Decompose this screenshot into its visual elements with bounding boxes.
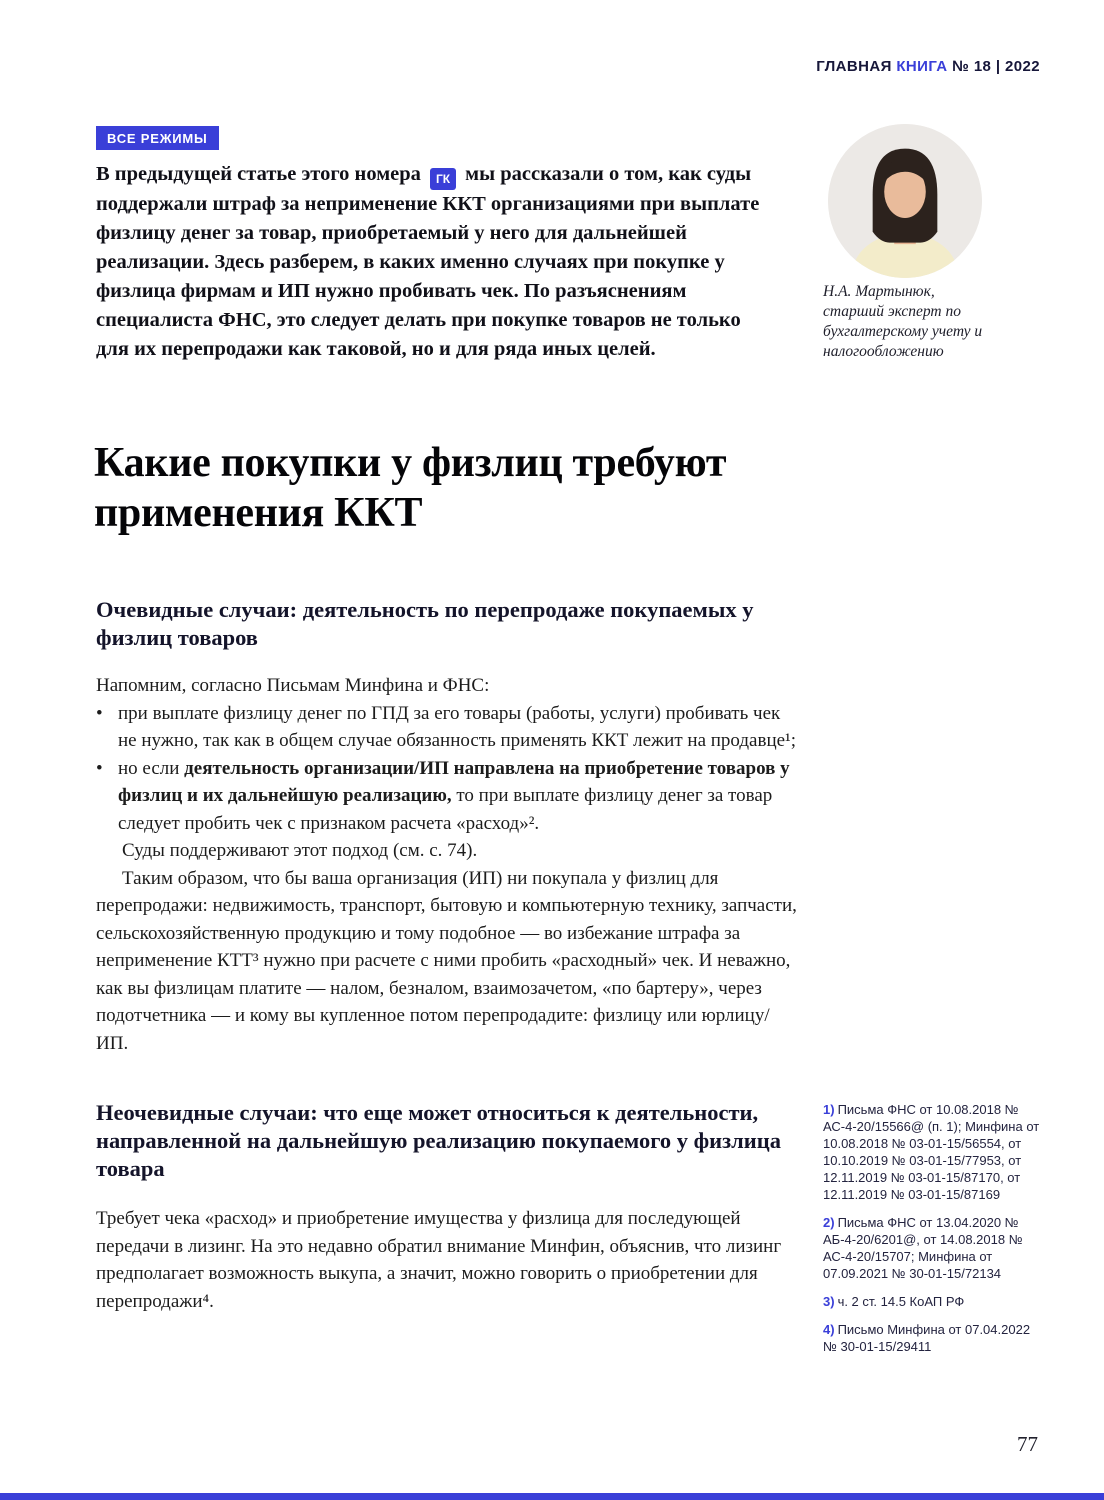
masthead-brand-dark: ГЛАВНАЯ bbox=[816, 58, 892, 75]
bullet-run: то при выплате физлицу денег за товар следует пробить чек с признаком расчета «расход»². bbox=[118, 785, 773, 834]
bullet-item bbox=[96, 700, 798, 755]
bullet-text bbox=[118, 755, 798, 838]
footnote-number: 3) bbox=[823, 1294, 835, 1309]
gk-magazine-icon: ГК bbox=[430, 168, 456, 190]
footnote-number: 1) bbox=[823, 1102, 835, 1117]
footnote bbox=[823, 1321, 1041, 1355]
author-name: Н.А. Мартынюк, bbox=[823, 283, 935, 300]
footnote-text: Письмо Минфина от 07.04.2022 № 30-01-15/29411 bbox=[823, 1322, 1031, 1354]
section1-heading: Очевидные случаи: деятельность по перепродаже покупаемых у физлиц товаров bbox=[96, 597, 754, 650]
footer-accent-bar bbox=[0, 1493, 1104, 1500]
article-title: Какие покупки у физлиц требуют применения ККТ bbox=[94, 440, 727, 536]
regime-badge: ВСЕ РЕЖИМЫ bbox=[96, 126, 219, 150]
section1-paragraph: Таким образом, что бы ваша организация (ИП) ни покупала у физлиц для перепродажи: недвижимость, транспорт, бытовую и компьютерную технику, запчасти, сельскохозяйственную продукцию и тому подобное — во избежание штрафа за неприменение КТТ³ нужно при расчете с ними пробить «расходный» чек. И неважно, как вы физлицам платите — налом, безналом, взаимозачетом, «по бартеру», через подотчетника — и кому вы купленное потом перепродадите: физлицу или юрлицу/ИП. bbox=[96, 867, 797, 1054]
author-caption bbox=[823, 282, 1033, 362]
footnote bbox=[823, 1293, 1041, 1310]
footnotes-column bbox=[823, 1101, 1041, 1366]
masthead-issue: № 18 | 2022 bbox=[952, 58, 1040, 75]
author-portrait-illustration bbox=[828, 124, 982, 278]
section1-lead: Напомним, согласно Письмам Минфина и ФНС: bbox=[96, 675, 490, 696]
section2-heading: Неочевидные случаи: что еще может относиться к деятельности, направленной на дальнейшую реализацию покупаемого у физлица товара bbox=[96, 1100, 781, 1181]
intro-paragraph bbox=[96, 160, 764, 364]
footnote-text: ч. 2 ст. 14.5 КоАП РФ bbox=[837, 1294, 965, 1309]
bullet-text bbox=[118, 700, 798, 755]
footnote-text: Письма ФНС от 10.08.2018 № АС-4-20/15566@ (п. 1); Минфина от 10.08.2018 № 03-01-15/56554, от 10.10.2019 № 03-01-15/77953, от 12.11.2019 № 03-01-15/87170, от 12.11.2019 № 03-01-15/87169 bbox=[823, 1102, 1040, 1202]
author-role: старший эксперт по бухгалтерскому учету и налогообложению bbox=[823, 303, 983, 360]
footnote bbox=[823, 1101, 1041, 1203]
intro-part1: В предыдущей статье этого номера bbox=[96, 163, 421, 185]
author-photo bbox=[828, 124, 982, 278]
intro-part2: мы рассказали о том, как суды поддержали штраф за неприменение ККТ организациями при выплате физлицу денег за товар, приобретаемый у него для дальнейшей реализации. Здесь разберем, в каких именно случаях при покупке у физлица фирмам и ИП нужно пробивать чек. По разъяснениям специалиста ФНС, это следует делать при покупке товаров не только для их перепродажи как таковой, но и для ряда иных целей. bbox=[96, 163, 760, 360]
article-body bbox=[96, 596, 798, 1315]
bullet-run: при выплате физлицу денег по ГПД за его товары (работы, услуги) пробивать чек не нужно, так как в общем случае обязанность применять ККТ лежит на продавце¹; bbox=[118, 702, 797, 751]
bullet-marker: • bbox=[96, 702, 103, 724]
section1-paragraph: Суды поддерживают этот подход (см. с. 74). bbox=[122, 840, 478, 861]
page-number: 77 bbox=[1017, 1432, 1038, 1456]
bullet-bold-run: деятельность организации/ИП направлена на приобретение товаров у физлиц и их дальнейшую реализацию, bbox=[118, 757, 790, 806]
footnote-number: 4) bbox=[823, 1322, 835, 1337]
masthead-brand-accent: КНИГА bbox=[896, 58, 948, 75]
footnote-number: 2) bbox=[823, 1215, 835, 1230]
bullet-item bbox=[96, 755, 798, 838]
footnote bbox=[823, 1214, 1041, 1282]
bullet-run: но если bbox=[118, 757, 185, 779]
masthead bbox=[816, 58, 1040, 75]
footnote-text: Письма ФНС от 13.04.2020 № АБ-4-20/6201@, от 14.08.2018 № АС-4-20/15707; Минфина от 07.09.2021 № 30-01-15/72134 bbox=[823, 1215, 1023, 1281]
section2-paragraph: Требует чека «расход» и приобретение имущества у физлица для последующей передачи в лизинг. На это недавно обратил внимание Минфин, объяснив, что лизинг предполагает возможность выкупа, а значит, можно говорить о приобретении для перепродажи⁴. bbox=[96, 1208, 782, 1312]
bullet-marker: • bbox=[96, 757, 103, 779]
